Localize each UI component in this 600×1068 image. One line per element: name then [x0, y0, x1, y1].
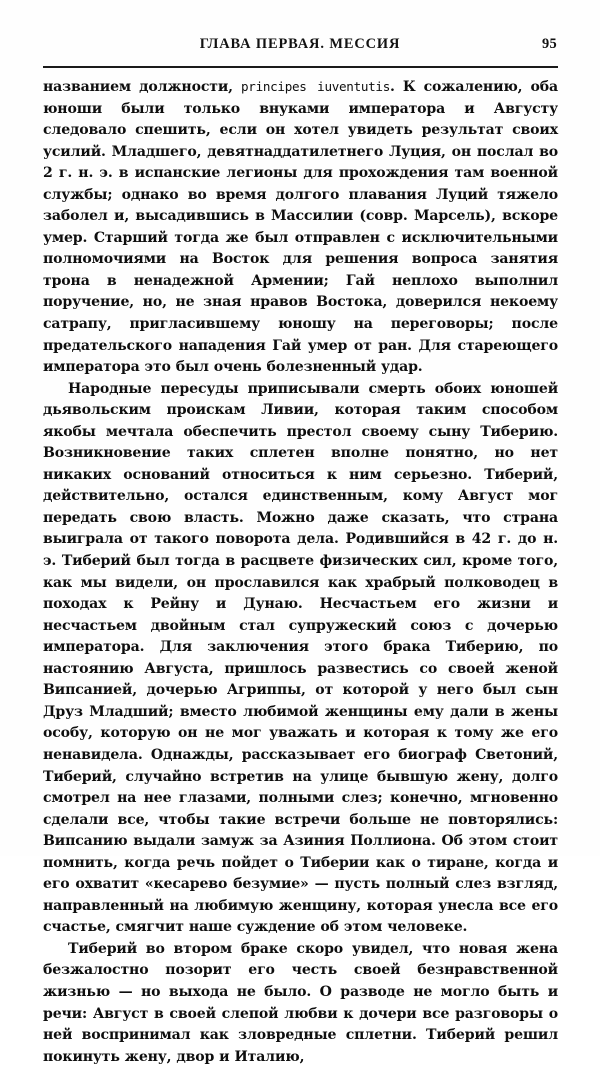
paragraph-3: Тиберий во втором браке скоро увидел, что новая жена безжалостно позорит его честь своей безнравственной жизнью — но выхода не было. О разводе не могло быть и речи: Август в своей слепой любви к дочери все разговоры о ней воспринимал как зловредные сплетни. Тиберий решил покинуть жену, двор и Италию, — [43, 940, 558, 1065]
chapter-running-title: ГЛАВА ПЕРВАЯ. МЕССИЯ — [199, 36, 401, 52]
running-head — [43, 36, 557, 62]
paragraph-continuation — [43, 76, 558, 379]
page-number: 95 — [542, 36, 557, 52]
paragraph-1-rest-text: . К сожалению, оба юноши были только внуками императора и Августу следовало спешить, если он хотел увидеть результат своих усилий. Младшего, девятнаддатилетнего Луция, он послал во 2 г. н. э. в испанские легионы для прохождения там военной службы; однако во время долгого плавания Луций тяжело заболел и, высадившись в Массилии (совр. Марсель), вскоре умер. Старший тогда же был отправлен с исключительными полномочиями на Восток для решения вопроса занятия трона в ненадежной Армении; Гай неплохо выполнил поручение, но, не зная нравов Востока, доверился некоему сатрапу, пригласившему юношу на переговоры; после предательского нападения Гай умер от ран. Для стареющего императора это был очень болезненный удар. — [43, 79, 559, 376]
paragraph-1-lead-text: названием должности, — [43, 79, 242, 95]
body-text-block — [43, 76, 558, 1068]
header-rule — [43, 66, 558, 68]
latin-phrase: principes iuventutis — [241, 79, 390, 94]
paragraph-2: Народные пересуды приписывали смерть обоих юношей дьявольским проискам Ливии, которая таким способом якобы мечтала обеспечить престол своему сыну Тиберию. Возникновение таких сплетен вполне понятно, но нет никаких оснований относиться к ним серьезно. Тиберий, действительно, остался единственным, кому Август мог передать свою власть. Можно даже сказать, что страна выиграла от такого поворота дела. Родившийся в 42 г. до н. э. Тиберий был тогда в расцвете физических сил, кроме того, как мы видели, он прославился как храбрый полководец в походах к Рейну и Дунаю. Несчастьем его жизни и несчастьем двойным стал супружеский союз с дочерью императора. Для заключения этого брака Тиберию, по настоянию Августа, пришлось развестись со своей женой Випсанией, дочерью Агриппы, от которой у него был сын Друз Младший; вместо любимой женщины ему дали в жены особу, которую он не мог уважать и которая к тому же его ненавидела. Однажды, рассказывает его биограф Светоний, Тиберий, случайно встретив на улице бывшую жену, долго смотрел на нее глазами, полными слез; конечно, мгновенно сделали все, чтобы такие встречи больше не повторялись: Випсанию выдали замуж за Азиния Поллиона. Об этом стоит помнить, когда речь пойдет о Тиберии как о тиране, когда и его охватит «кесарево безумие» — пусть полный слез взгляд, направленный на любимую женщину, которая унесла все его счастье, смягчит наше суждение об этом человеке. — [43, 380, 558, 936]
